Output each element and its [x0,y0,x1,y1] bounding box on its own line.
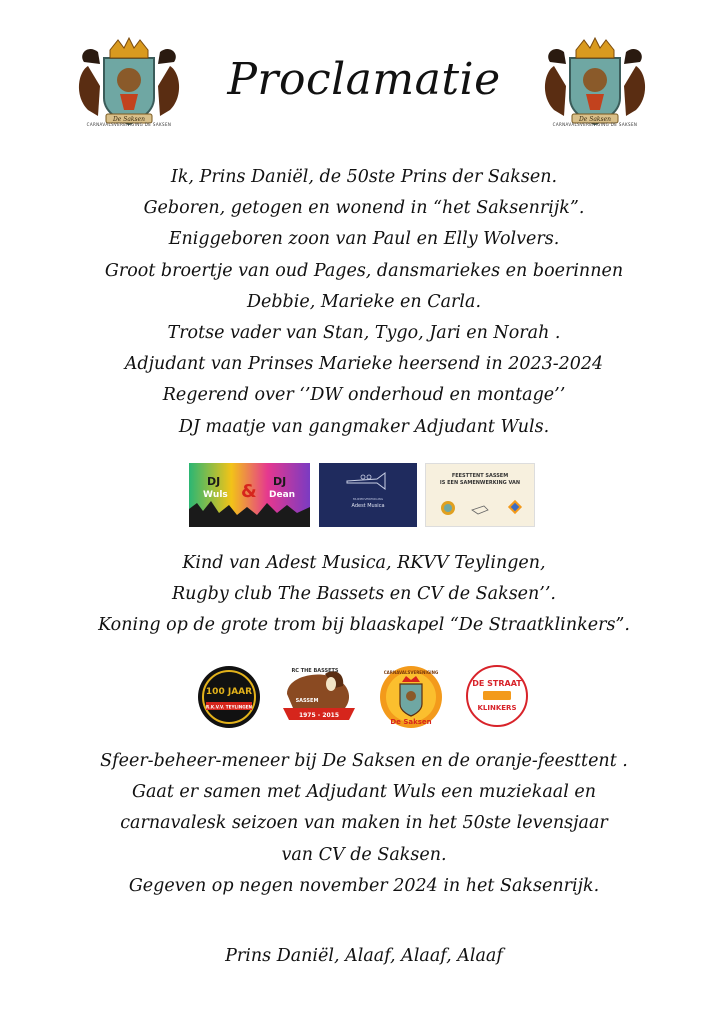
dj-ampersand: & [241,481,257,502]
trumpet-mini-icon [472,506,488,514]
text-line: carnavalesk seizoen van maken in het 50ste levensjaar [120,813,608,834]
feesttent-banner [425,463,535,527]
text-line: Geboren, getogen en wonend in “het Saksenrijk”. [143,198,585,219]
dj-left-name: Wuls [203,490,228,500]
text-line: Kind van Adest Musica, RKVV Teylingen, [182,553,546,573]
text-line: Trotse vader van Stan, Tygo, Jari en Norah . [167,322,561,343]
straat-bottom-text: KLINKERS [477,704,517,712]
rc-the-bassets-logo [279,664,359,730]
feesttent-line1: FEESTTENT SASSEM [451,473,509,479]
crest-caption-right: CARNAVALSVERENIGING DE SAKSEN [552,122,638,127]
trumpet-icon [319,463,417,497]
text-line: Regerend over ‘’DW onderhoud en montage’’ [162,385,566,406]
text-line: DJ maatje van gangmaker Adjudant Wuls. [178,416,550,437]
text-line: Ik, Prins Daniël, de 50ste Prins der Saksen. [170,167,558,187]
bassets-mid-text: SASSEM [295,698,319,704]
proclamation-block-1 [40,162,688,443]
page-title: Proclamatie [227,54,501,105]
straat-top-text: DE STRAAT [472,679,522,688]
bassets-year-text: 1975 - 2015 [298,712,340,719]
adest-name: Adest Musica [351,503,385,509]
text-line: Koning op de grote trom bij blaaskapel “De Straatklinkers”. [98,615,630,636]
adest-subtitle: MUZIEKVERENIGING [352,497,384,501]
text-line: Rugby club The Bassets en CV de Saksen’’. [171,584,556,605]
text-line: Gegeven op negen november 2024 in het Saksenrijk. [128,875,600,896]
signature-line: Prins Daniël, Alaaf, Alaaf, Alaaf [225,946,503,966]
crest-motto-right: De Saksen [578,116,612,123]
proclamation-block-3 [40,746,688,902]
dj-left-label: DJ [207,475,221,488]
saksen-top-text: CARNAVALSVERENIGING [383,670,439,675]
text-line: Sfeer-beheer-meneer bij De Saksen en de oranje-feesttent . [100,751,628,771]
de-straatklinkers-logo [465,664,529,728]
feesttent-text [426,473,534,487]
brick-icon [483,691,511,700]
saksen-crest-left [70,36,188,132]
bassets-top-text: RC THE BASSETS [291,668,339,674]
feesttent-line2: IS EEN SAMENWERKING VAN [439,480,521,486]
text-line: Debbie, Marieke en Carla. [246,291,482,312]
rkvv-bottom-text: R.K.V.V. TEYLINGEN [205,704,253,710]
text-line: Gaat er samen met Adjudant Wuls een muziekaal en [131,782,597,803]
text-line: Groot broertje van oud Pages, dansmariekes en boerinnen [104,260,624,281]
partner-icons [426,494,534,524]
proclamation-block-2 [40,548,688,642]
rkvv-teylingen-logo [196,664,262,730]
dj-wuls-dean-banner [189,463,310,527]
saksen-crest-right [536,36,654,132]
cv-de-saksen-logo [378,664,444,730]
crest-caption-left: CARNAVALSVERENIGING DE SAKSEN [86,122,172,127]
text-line: Adjudant van Prinses Marieke heersend in 2023-2024 [124,354,604,375]
dj-right-name: Dean [269,490,296,500]
text-line: van CV de Saksen. [281,844,447,865]
dj-right-label: DJ [273,475,287,488]
text-line: Eniggeboren zoon van Paul en Elly Wolvers. [168,229,560,250]
rkvv-top-text: 100 JAAR [205,687,253,697]
adest-musica-banner [319,463,417,527]
saksen-bottom-text: De Saksen [390,718,432,726]
crest-motto-left: De Saksen [112,116,146,123]
